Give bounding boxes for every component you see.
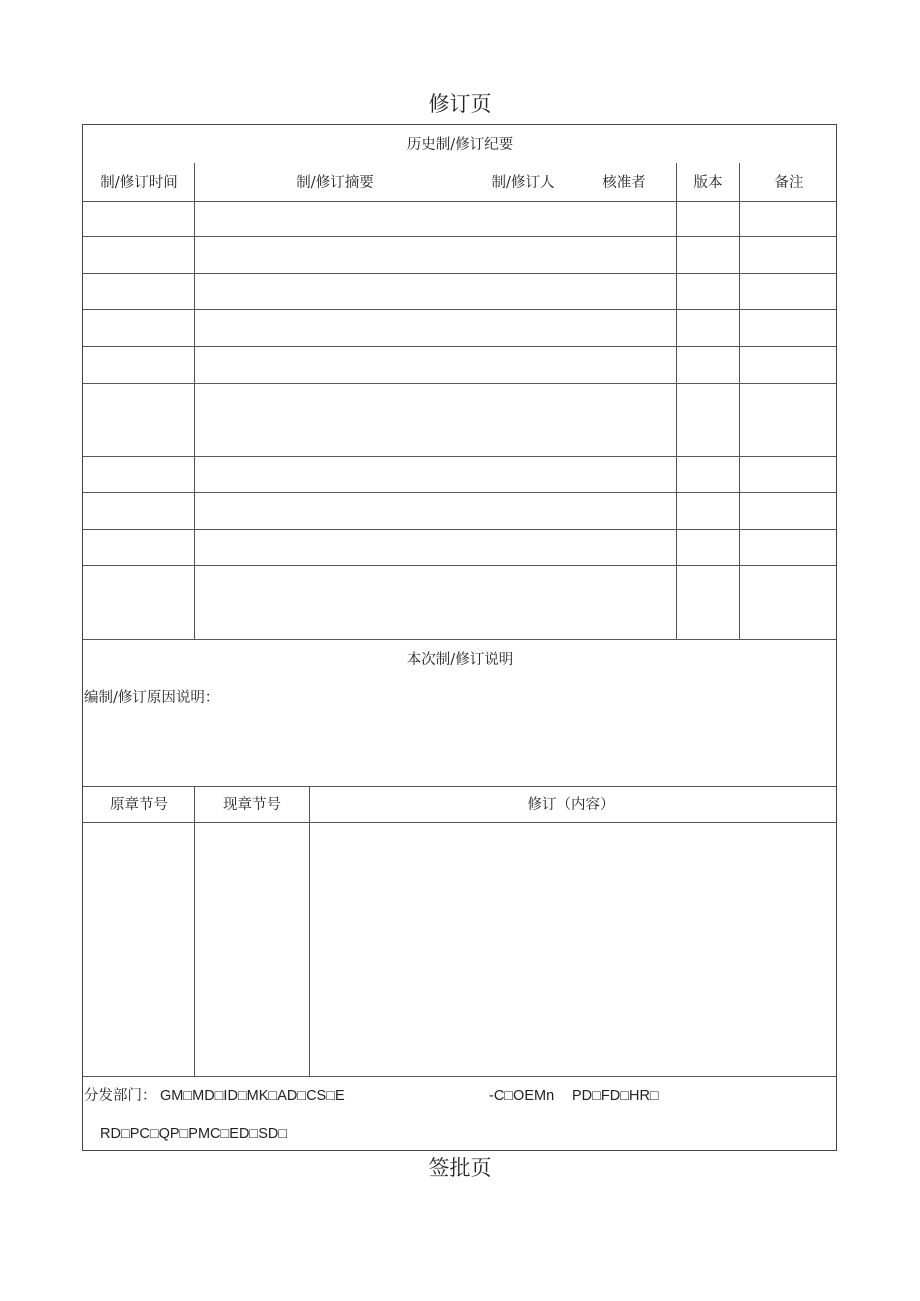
section-divider	[83, 639, 836, 640]
section-divider	[83, 1076, 836, 1077]
col-header-version: 版本	[693, 175, 723, 191]
history-heading: 历史制/修订纪要	[406, 137, 514, 153]
distribution-departments-1: GM□MD□ID□MK□AD□CS□E	[160, 1088, 345, 1104]
revision-reason-label: 编制/修订原因说明：	[84, 690, 220, 706]
column-divider	[676, 163, 677, 639]
distribution-departments-4: RD□PC□QP□PMC□ED□SD□	[100, 1126, 288, 1142]
current-revision-heading: 本次制/修订说明	[406, 652, 514, 668]
col-header-reviser: 制/修订人	[491, 175, 555, 191]
row-divider	[83, 492, 836, 493]
col-header-summary: 制/修订摘要	[296, 175, 374, 191]
row-divider	[83, 309, 836, 310]
col-header-remarks: 备注	[774, 175, 804, 191]
row-divider	[83, 565, 836, 566]
next-page-title: 签批页	[428, 1156, 492, 1180]
distribution-departments-2: -C□OEMn	[489, 1088, 555, 1104]
distribution-label: 分发部门：	[84, 1088, 157, 1104]
column-divider	[194, 163, 195, 639]
col-header-original-section: 原章节号	[110, 797, 168, 813]
column-divider	[194, 786, 195, 1076]
row-divider	[83, 236, 836, 237]
row-divider	[83, 346, 836, 347]
revision-form	[82, 124, 837, 1151]
distribution-departments-3: PD□FD□HR□	[572, 1088, 659, 1104]
section-divider	[83, 786, 836, 787]
col-header-time: 制/修订时间	[100, 175, 178, 191]
col-header-revision-content: 修订（内容）	[527, 797, 615, 813]
row-divider	[83, 822, 836, 823]
col-header-current-section: 现章节号	[223, 797, 281, 813]
page-title: 修订页	[428, 92, 492, 116]
column-divider	[739, 163, 740, 639]
row-divider	[83, 201, 836, 202]
row-divider	[83, 529, 836, 530]
col-header-approver: 核准者	[602, 175, 646, 191]
row-divider	[83, 456, 836, 457]
row-divider	[83, 383, 836, 384]
row-divider	[83, 273, 836, 274]
column-divider	[309, 786, 310, 1076]
